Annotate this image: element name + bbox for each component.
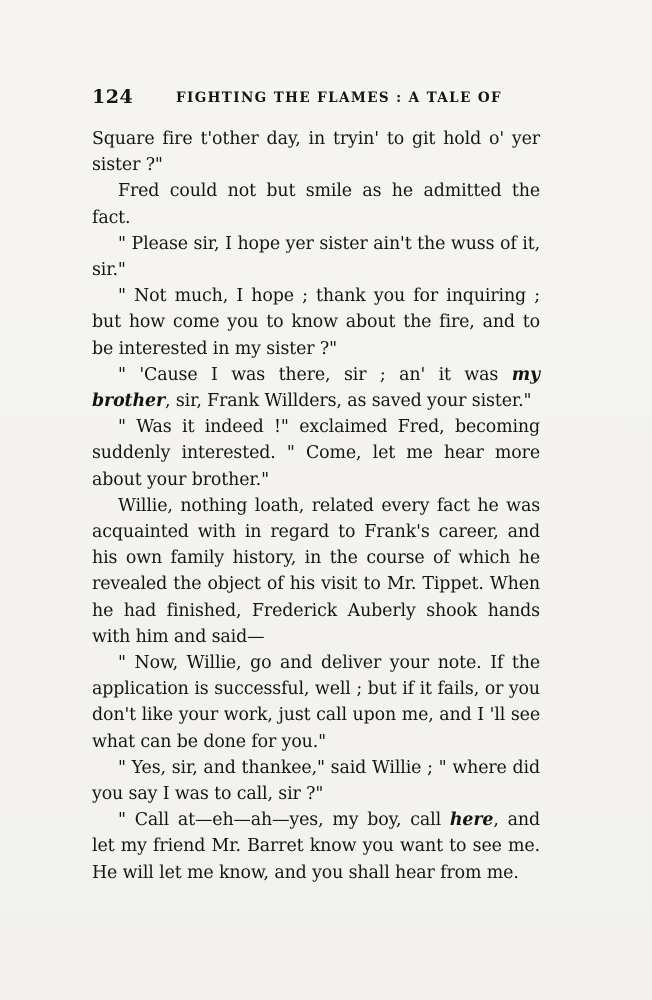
- paragraph: " Not much, I hope ; thank you for inquiring ; but how come you to know about the fire, and to be interested in my sister ?": [92, 286, 540, 359]
- body-text: [92, 126, 540, 886]
- paragraph-segment: " Call at—eh—ah—yes, my boy, call: [118, 810, 450, 831]
- emphasized-text: my brother: [92, 364, 540, 412]
- paragraph-segment: " 'Cause I was there, sir ; an' it was: [118, 364, 512, 385]
- paragraph: [92, 807, 540, 886]
- paragraph: " Please sir, I hope yer sister ain't the wuss of it, sir.": [92, 233, 540, 281]
- paragraph: [92, 362, 540, 414]
- emphasized-text: here: [449, 810, 494, 831]
- paragraph: " Was it indeed !" exclaimed Fred, becoming suddenly interested. " Come, let me hear more about your brother.": [92, 417, 540, 490]
- paragraph: " Yes, sir, and thankee," said Willie ; " where did you say I was to call, sir ?": [92, 757, 540, 805]
- paragraph: Willie, nothing loath, related every fact he was acquainted with in regard to Frank's career, and his own family history, in the course of which he revealed the object of his visit to Mr. Tippet. When he had finished, Frederick Auberly shook hands with him and said—: [92, 495, 540, 647]
- page-header: [92, 86, 542, 110]
- paragraph: Fred could not but smile as he admitted the fact.: [92, 181, 540, 228]
- paragraph: " Now, Willie, go and deliver your note. If the application is successful, well ; but if it fails, or you don't like your work, just call upon me, and I 'll see what can be done for you.": [92, 653, 540, 752]
- paragraph: Square fire t'other day, in tryin' to git hold o' yer sister ?": [92, 129, 540, 176]
- page-number: 124: [92, 86, 134, 108]
- paragraph-segment: , sir, Frank Willders, as saved your sister.": [165, 391, 532, 412]
- paragraph-segment: , and let my friend Mr. Barret know you want to see me. He will let me know, and you shall hear from me.: [92, 810, 540, 883]
- running-title: FIGHTING THE FLAMES : A TALE OF: [176, 90, 503, 106]
